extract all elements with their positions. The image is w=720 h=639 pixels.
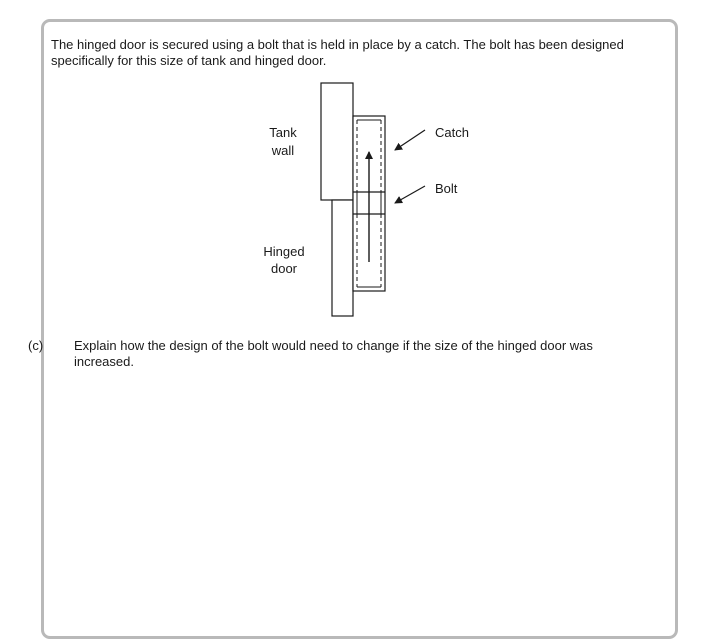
- question-number: (c): [28, 338, 44, 353]
- question-text: Explain how the design of the bolt would need to change if the size of the hinged door was increased.: [74, 338, 593, 369]
- hinged-door-label-line2: door: [270, 261, 298, 276]
- tank-wall-label-line1: Tank: [269, 125, 297, 140]
- bolt-label: Bolt: [435, 181, 458, 196]
- question-c: [28, 338, 634, 370]
- question-frame: [28, 19, 678, 639]
- hinged-door-label-line1: Hinged: [263, 244, 305, 259]
- tank-wall-label-line2: wall: [271, 143, 295, 158]
- intro-paragraph: The hinged door is secured using a bolt that is held in place by a catch. The bolt has been designed specifically for this size of tank and hinged door.: [51, 37, 624, 68]
- catch-label: Catch: [435, 125, 469, 140]
